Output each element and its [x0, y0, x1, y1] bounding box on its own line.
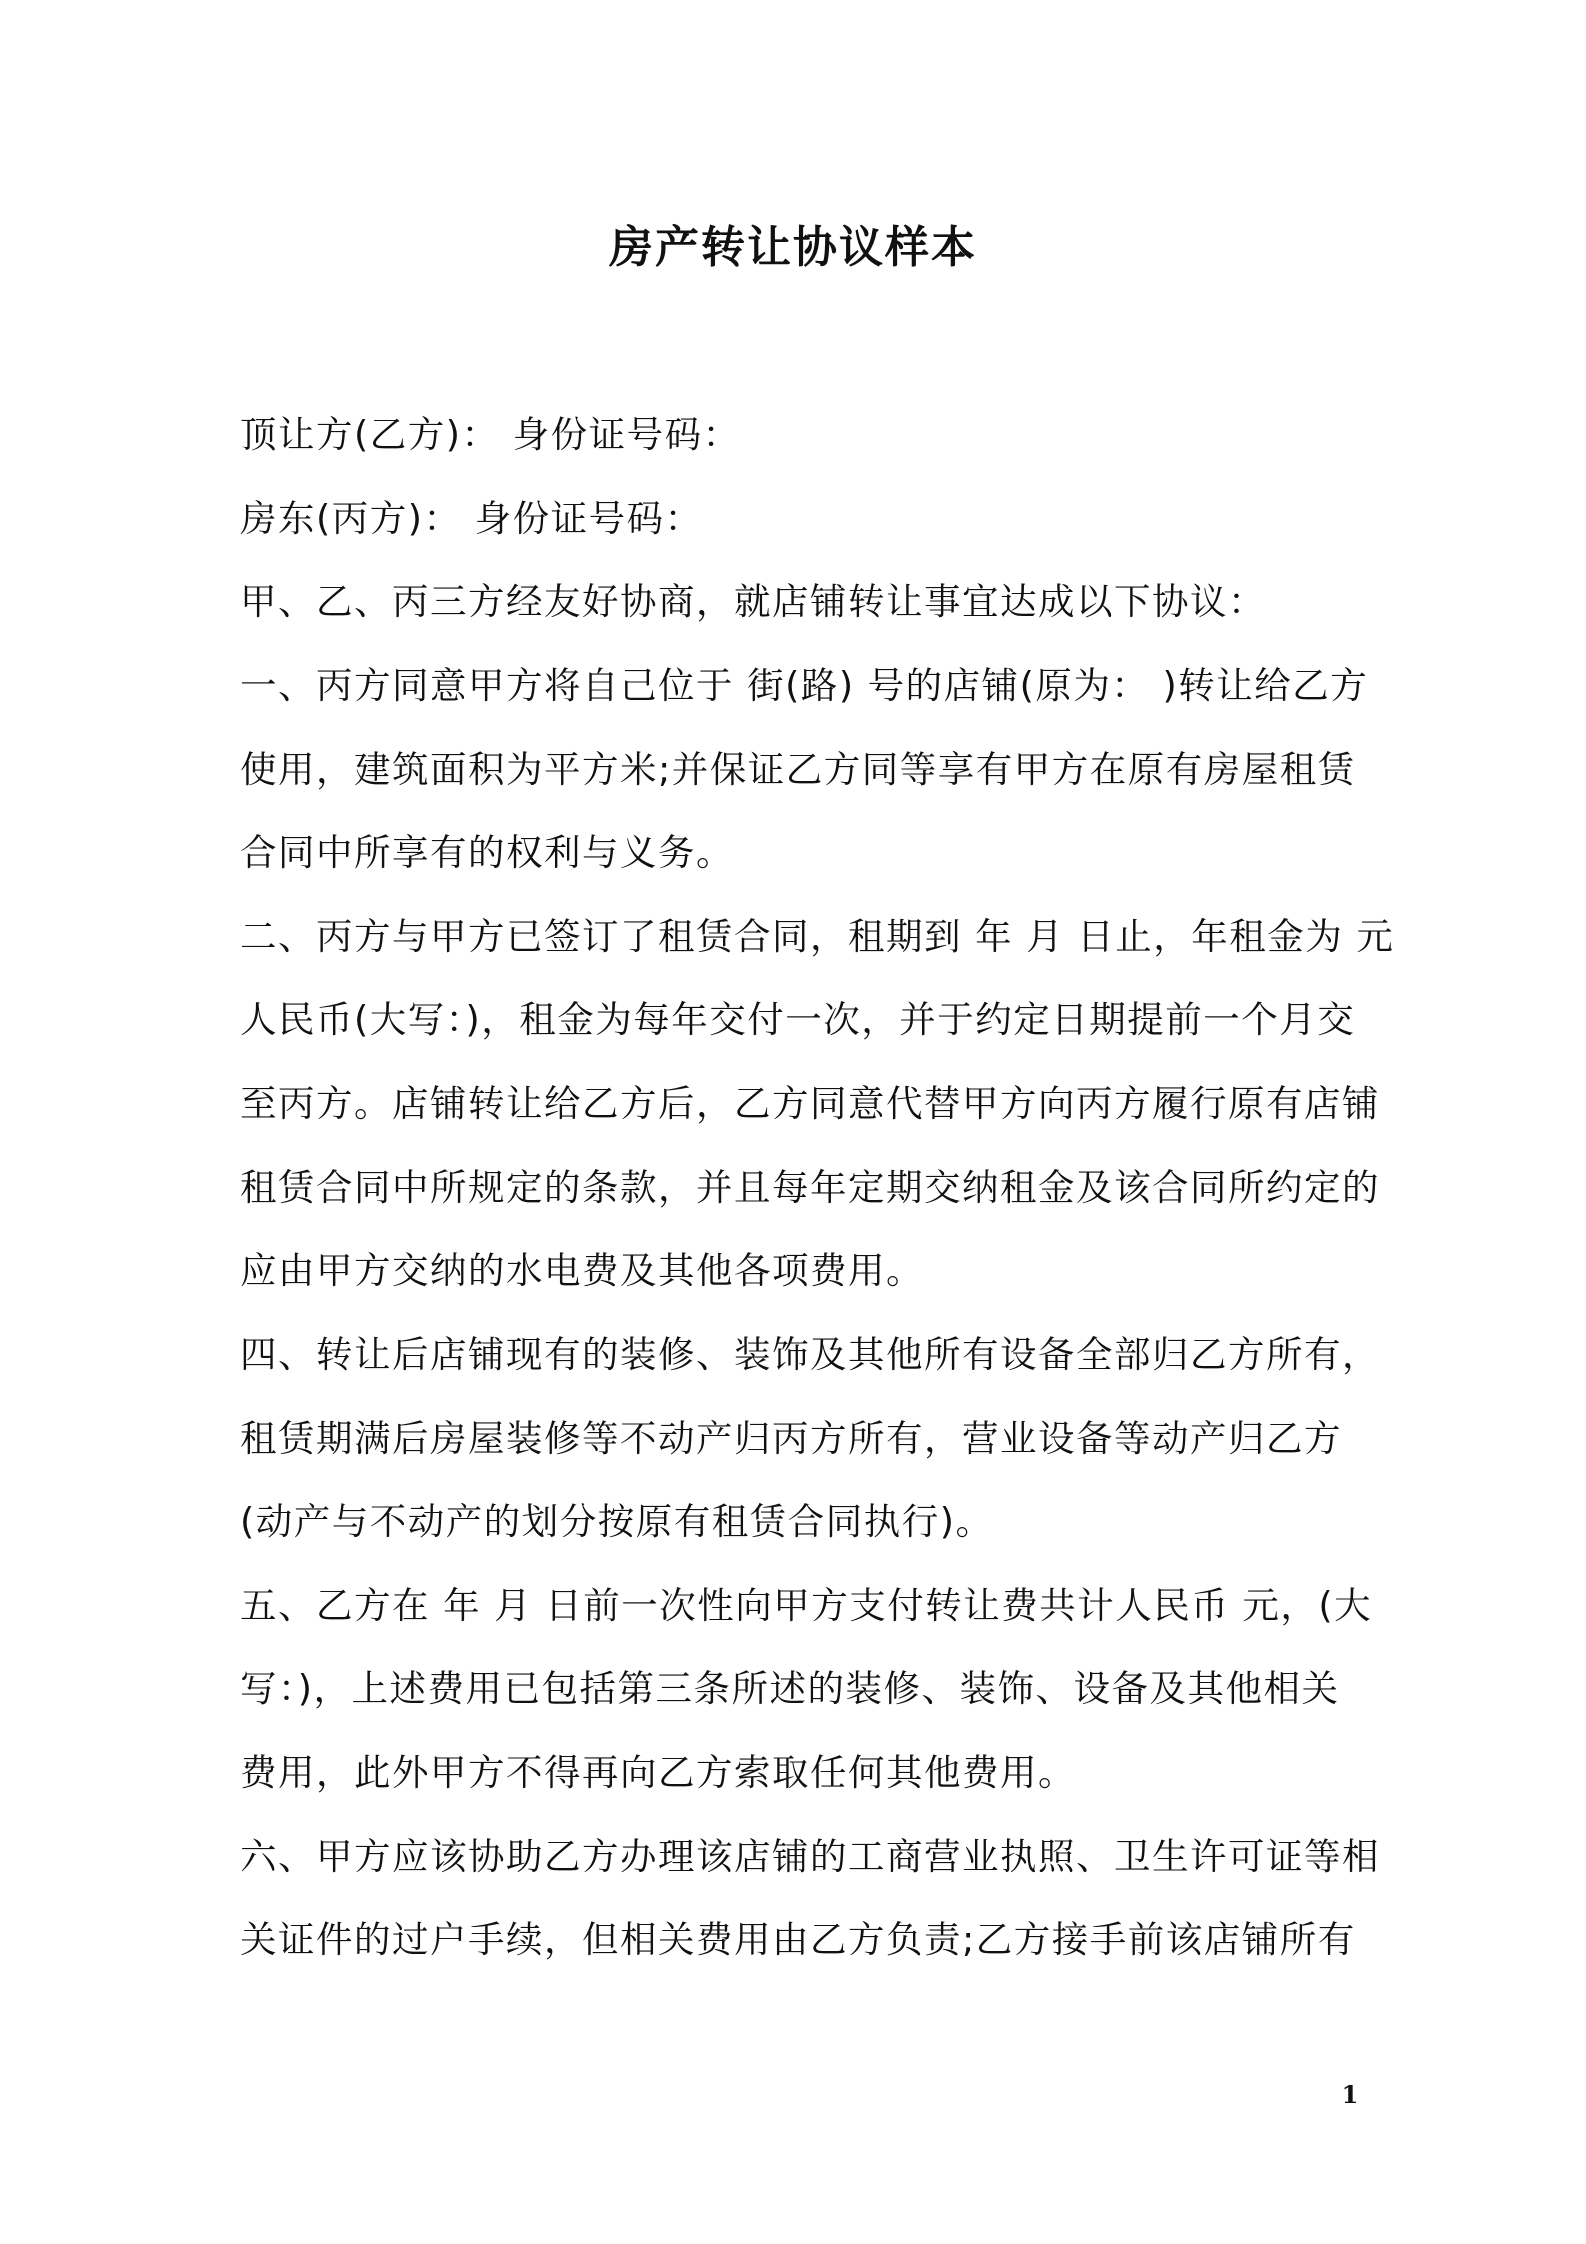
text-line-clause-2: 租赁合同中所规定的条款，并且每年定期交纳租金及该合同所约定的: [240, 1166, 1380, 1209]
text-line-clause-5: 费用，此外甲方不得再向乙方索取任何其他费用。: [240, 1751, 1076, 1794]
text-line-clause-2: 二、丙方与甲方已签订了租赁合同，租期到 年 月 日止，年租金为 元: [240, 915, 1395, 958]
document-title: 房产转让协议样本: [609, 222, 977, 273]
text-line-clause-6: 六、甲方应该协助乙方办理该店铺的工商营业执照、卫生许可证等相: [240, 1835, 1380, 1878]
text-line-clause-4: (动产与不动产的划分按原有租赁合同执行)。: [240, 1500, 994, 1543]
text-line-clause-1: 一、丙方同意甲方将自己位于 街(路) 号的店铺(原为： )转让给乙方: [240, 664, 1369, 707]
text-line-party-b: 顶让方(乙方)： 身份证号码：: [240, 413, 741, 456]
text-line-clause-5: 五、乙方在 年 月 日前一次性向甲方支付转让费共计人民币 元，(大: [240, 1584, 1373, 1627]
text-line-party-c: 房东(丙方)： 身份证号码：: [240, 497, 703, 540]
text-line-clause-4: 租赁期满后房屋装修等不动产归丙方所有，营业设备等动产归乙方: [240, 1417, 1342, 1460]
text-line-clause-4: 四、转让后店铺现有的装修、装饰及其他所有设备全部归乙方所有，: [240, 1333, 1380, 1376]
text-line-clause-2: 应由甲方交纳的水电费及其他各项费用。: [240, 1249, 924, 1292]
text-line-clause-1: 合同中所享有的权利与义务。: [240, 831, 734, 874]
text-line-clause-5: 写：)，上述费用已包括第三条所述的装修、装饰、设备及其他相关: [240, 1667, 1340, 1710]
page-number: 1: [1341, 2080, 1359, 2109]
text-line-clause-2: 人民币(大写：)，租金为每年交付一次，并于约定日期提前一个月交: [240, 998, 1356, 1041]
text-line-clause-2: 至丙方。店铺转让给乙方后，乙方同意代替甲方向丙方履行原有店铺: [240, 1082, 1380, 1125]
text-line-clause-6: 关证件的过户手续，但相关费用由乙方负责;乙方接手前该店铺所有: [240, 1918, 1356, 1961]
text-line-intro: 甲、乙、丙三方经友好协商，就店铺转让事宜达成以下协议：: [240, 580, 1266, 623]
text-line-clause-1: 使用，建筑面积为平方米;并保证乙方同等享有甲方在原有房屋租赁: [240, 748, 1356, 791]
